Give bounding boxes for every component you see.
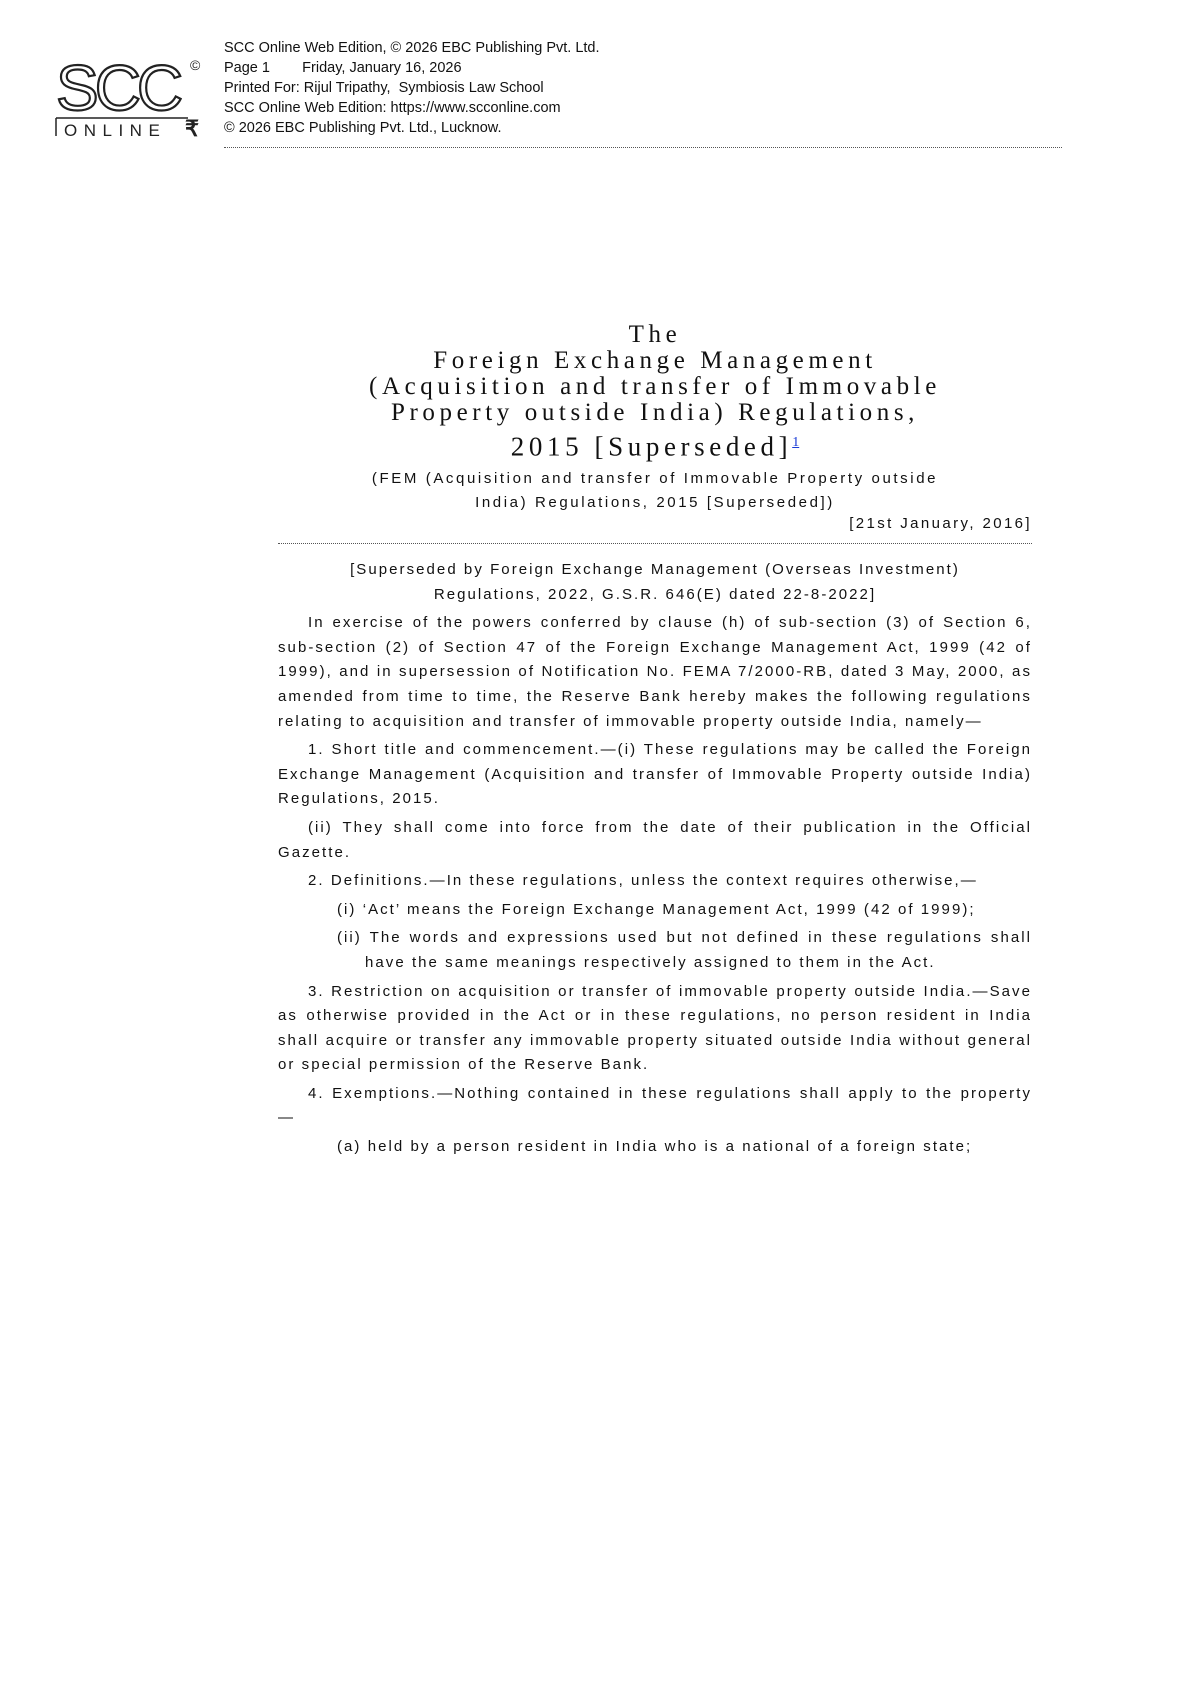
header-page-date-line: Page 1 Friday, January 16, 2026	[224, 60, 462, 76]
regulation-4-clause-a: (a) held by a person resident in India who is a national of a foreign state;	[337, 1138, 973, 1156]
title-line-4: Property outside India) Regulations,	[390, 399, 920, 426]
footnote-link[interactable]: 1	[792, 435, 800, 450]
header-copyright-line: © 2026 EBC Publishing Pvt. Ltd., Lucknow.	[224, 120, 502, 136]
regulation-1	[278, 738, 1032, 812]
header-edition-line: SCC Online Web Edition, © 2026 EBC Publishing Pvt. Ltd.	[224, 40, 600, 56]
regulation-2-clause-i: (i) ‘Act’ means the Foreign Exchange Management Act, 1999 (42 of 1999);	[337, 900, 976, 918]
regulation-3-text: —Save as otherwise provided in the Act or in these regulations, no person resident in India shall acquire or transfer any immovable property situated outside India without general or special permission of the Reserve Bank.	[278, 982, 1032, 1074]
regulation-3-heading: 3. Restriction on acquisition or transfer of immovable property outside India.	[308, 982, 973, 1000]
regulation-title	[278, 322, 1032, 461]
header-printed-for-line: Printed For: Rijul Tripathy, Symbiosis Law School	[224, 80, 544, 96]
regulation-1-clause-ii: (ii) They shall come into force from the date of their publication in the Official Gazette.	[278, 818, 1032, 861]
header-divider	[224, 147, 1062, 148]
title-line-5: 2015 [Superseded]	[510, 431, 793, 462]
title-line-3: (Acquisition and transfer of Immovable	[369, 373, 941, 400]
regulation-1-heading: 1. Short title and commencement.	[308, 741, 601, 759]
regulation-4-heading: 4. Exemptions.	[308, 1084, 438, 1102]
regulation-4	[278, 1082, 1032, 1131]
logo-scc-text: SCC	[56, 52, 180, 124]
title-line-1: The	[628, 321, 682, 348]
regulation-1-text: —(i) These regulations may be called the Foreign Exchange Management (Acquisition and transfer of Immovable Property outside India) Regulations, 2015.	[278, 741, 1033, 808]
logo-online-text: ONLINE	[64, 121, 167, 140]
regulation-date: [21st January, 2016]	[849, 515, 1032, 533]
header-website-line: SCC Online Web Edition: https://www.scconline.com	[224, 100, 561, 116]
regulation-3	[278, 980, 1032, 1078]
superseded-note: [Superseded by Foreign Exchange Management (Overseas Investment) Regulations, 2022, G.S.R. 646(E) dated 22-8-2022]	[350, 561, 960, 603]
print-header	[224, 38, 600, 138]
body-divider	[278, 543, 1032, 544]
scc-online-logo	[54, 48, 204, 144]
short-title	[278, 467, 1032, 515]
title-line-2: Foreign Exchange Management	[433, 347, 877, 374]
regulation-2	[278, 869, 1032, 894]
logo-copyright-mark: ©	[190, 57, 201, 73]
logo-rupee-icon: ₹	[185, 116, 199, 141]
regulation-2-heading: 2. Definitions.	[308, 872, 430, 890]
short-title-line-1: (FEM (Acquisition and transfer of Immovable Property outside	[371, 470, 939, 488]
short-title-line-2: India) Regulations, 2015 [Superseded])	[475, 494, 835, 512]
regulation-4-text: —Nothing contained in these regulations shall apply to the property—	[278, 1084, 1032, 1127]
regulation-2-text: —In these regulations, unless the context requires otherwise,—	[429, 872, 978, 890]
regulation-2-clause-ii: (ii) The words and expressions used but not defined in these regulations shall have the same meanings respectively assigned to them in the Act.	[337, 929, 1032, 971]
title-block	[278, 321, 1032, 533]
preamble: In exercise of the powers conferred by clause (h) of sub-section (3) of Section 6, sub-section (2) of Section 47 of the Foreign Exchange Management Act, 1999 (42 of 1999), and in supersession of Notification No. FEMA 7/2000-RB, dated 3 May, 2000, as amended from time to time, the Reserve Bank hereby makes the following regulations relating to acquisition and transfer of immovable property outside India, namely—	[278, 614, 1032, 730]
regulation-body	[278, 558, 1032, 1164]
